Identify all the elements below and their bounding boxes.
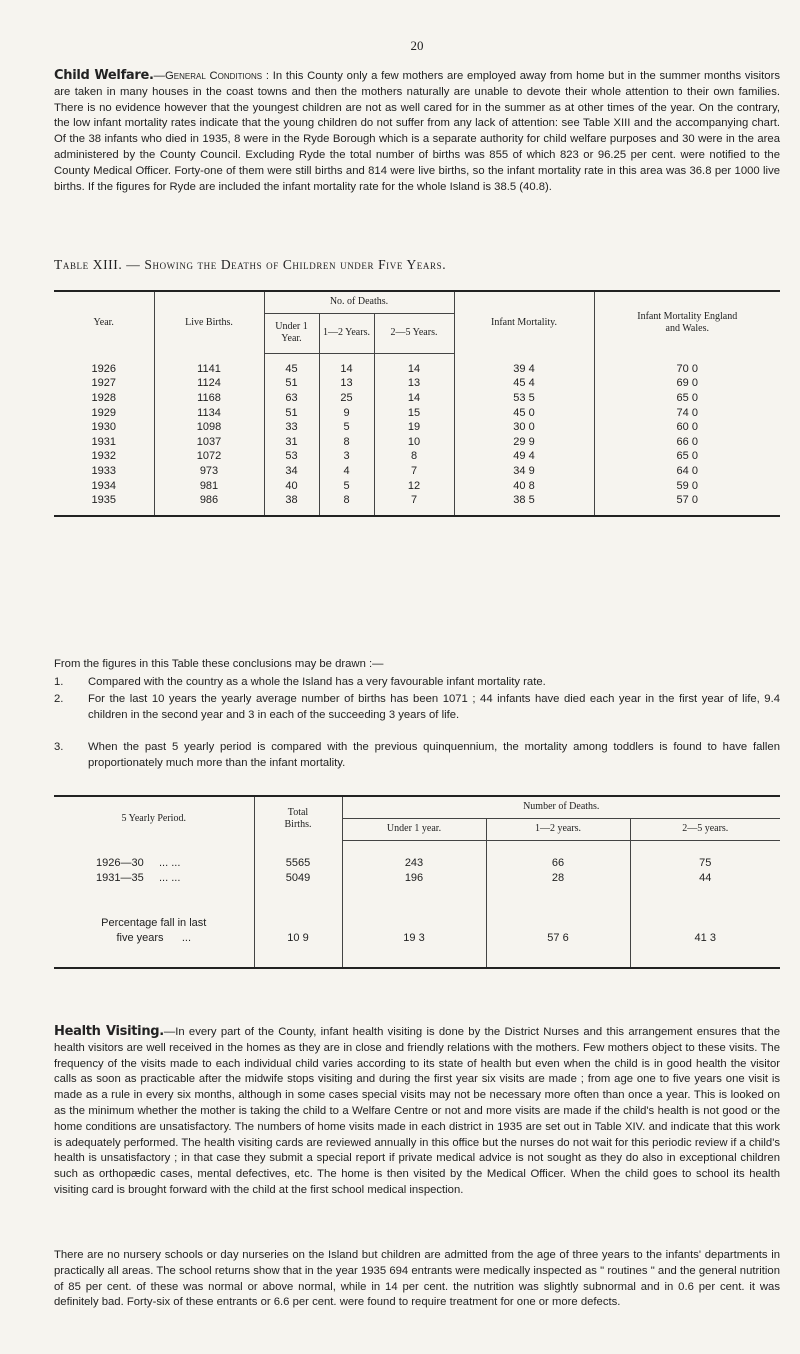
col-1-2: 1—2 Years. <box>319 313 374 353</box>
page-number: 20 <box>410 38 424 53</box>
conclusion-3: 3. When the past 5 yearly period is compared with the previous quinquennium, the mortality among toddlers is found to have fallen proportionately much more than the infant mortality. <box>54 741 780 769</box>
col-number-of-deaths: Number of Deaths. <box>342 796 780 818</box>
col-under-1-year: Under 1 year. <box>342 818 486 840</box>
conclusions-intro: From the figures in this Table these conclusions may be drawn :— <box>54 658 384 670</box>
child-welfare-paragraph <box>54 68 780 195</box>
general-conditions-subheading: —General Conditions : <box>153 70 269 82</box>
table-row: 1928 1168 63 25 14 53 5 65 0 <box>54 391 780 406</box>
table-row: 1927 1124 51 13 13 45 4 69 0 <box>54 376 780 391</box>
col-live-births: Live Births. <box>154 291 264 353</box>
table-row: 1926 1141 45 14 14 39 4 70 0 <box>54 362 780 377</box>
col-1-2-years: 1—2 years. <box>486 818 630 840</box>
table-row: 1934 981 40 5 12 40 8 59 0 <box>54 478 780 493</box>
nursery-paragraph: There are no nursery schools or day nurseries on the Island but children are admitted from the age of three years to the infants' departments in practically all areas. The school returns show that in the year 1935 694 entrants were medically inspected as " routines " and the general nutrition of 85 per cent. of these was normal or above normal, while in 14 per cent. the nutrition was slightly subnormal and in 0.6 per cent. it was definitely bad. Forty-six of these entrants or 6.6 per cent. were found to require treatment for one or more defects. <box>54 1249 780 1309</box>
deaths-table <box>54 290 780 517</box>
col-2-5-years: 2—5 years. <box>630 818 780 840</box>
table-xiii-title: Table XIII. — Showing the Deaths of Children under Five Years. <box>54 257 447 272</box>
table-row: 1935 986 38 8 7 38 5 57 0 <box>54 493 780 508</box>
table-row: 1932 1072 53 3 8 49 4 65 0 <box>54 449 780 464</box>
period-table <box>54 795 780 969</box>
table-row: 1929 1134 51 9 15 45 0 74 0 <box>54 405 780 420</box>
col-im-england-wales: Infant Mortality England and Wales. <box>637 310 738 334</box>
table-row: 1931 1037 31 8 10 29 9 66 0 <box>54 434 780 449</box>
health-visiting-heading: Health Visiting. <box>54 1024 164 1039</box>
table-row: 1931—35 ... ... 5049 196 28 44 <box>54 871 780 886</box>
col-under-1: Under 1 Year. <box>264 313 319 353</box>
conclusion-1: 1. Compared with the country as a whole the Island has a very favourable infant mortality rate. <box>54 676 546 688</box>
percentage-label-row: Percentage fall in last <box>54 916 780 931</box>
col-total-births: Total Births. <box>254 796 342 840</box>
health-visiting-text: —In every part of the County, infant health visiting is done by the District Nurses and this arrangement ensures that the health visitors are well received in the homes as they are in close and friendly relations with the mothers. Few mothers object to these visits. The frequency of the visits made to each individual child varies according to its state of health but even when the child is in good health the visitor calls as soon as practicable after the midwife stops visiting and during the first year six visits are made ; from age one to five years one visit is made as a rule in every six months, although in some cases special visits may not be necessary more often than once a year. This is looked on as the minimum whether the mother is taking the child to a Welfare Centre or not and more visits are made if the child's health is not good or the home conditions are unsatisfactory. The numbers of home visits made in each district in 1935 are set out in Table XIV. and indicate that this work is adequately performed. The health visiting cards are reviewed annually in this office but the nurses do not wait for this periodic review if a child's health is unsatisfactory ; in that case they submit a special report if private medical advice is not sought as they do also in exceptional children such as orthopædic cases, mental defectives, etc. The home is then visited by the Medical Officer. When the child goes to school its health visiting card is brought forward with the child at the first school medical inspection. <box>54 1026 780 1196</box>
table-row: 1926—30 ... ... 5565 243 66 75 <box>54 856 780 871</box>
health-visiting-paragraph <box>54 1024 780 1199</box>
table-row: 1930 1098 33 5 19 30 0 60 0 <box>54 420 780 435</box>
child-welfare-text: In this County only a few mothers are employed away from home but in the summer months visitors are taken in many houses in the coast towns and then the mothers naturally are unable to devote their whole attention to their own families. There is no evidence however that the youngest children are not as well cared for in the summer as at other times of the year. On the contrary, the low infant mortality rates indicate that the young children do not suffer from any lack of attention: see Table XIII and the accompanying chart. Of the 38 infants who died in 1935, 8 were in the Ryde Borough which is a separate authority for child welfare purposes and 30 were in the area administered by the County Council. Excluding Ryde the total number of births was 855 of which 823 or 96.25 per cent. were notified to the County Medical Officer. Forty-one of them were still births and 814 were live births, so the infant mortality rate in this area was 36.8 per 1000 live births. If the figures for Ryde are included the infant mortality rate for the whole Island is 38.5 (40.8). <box>54 70 780 193</box>
table-row: 1933 973 34 4 7 34 9 64 0 <box>54 464 780 479</box>
col-deaths-group: No. of Deaths. <box>264 291 454 313</box>
col-2-5: 2—5 Years. <box>374 313 454 353</box>
col-period: 5 Yearly Period. <box>54 796 254 840</box>
percentage-row: five years ... 10 9 19 3 57 6 41 3 <box>54 931 780 946</box>
col-infant-mortality: Infant Mortality. <box>454 291 594 353</box>
col-year: Year. <box>54 291 154 353</box>
conclusion-2: 2. For the last 10 years the yearly average number of births has been 1071 ; 44 infants have died each year in the first year of life, 9.4 children in the second year and 3 in each of the succeeding 3 years of life. <box>54 693 780 721</box>
child-welfare-heading: Child Welfare. <box>54 68 154 83</box>
